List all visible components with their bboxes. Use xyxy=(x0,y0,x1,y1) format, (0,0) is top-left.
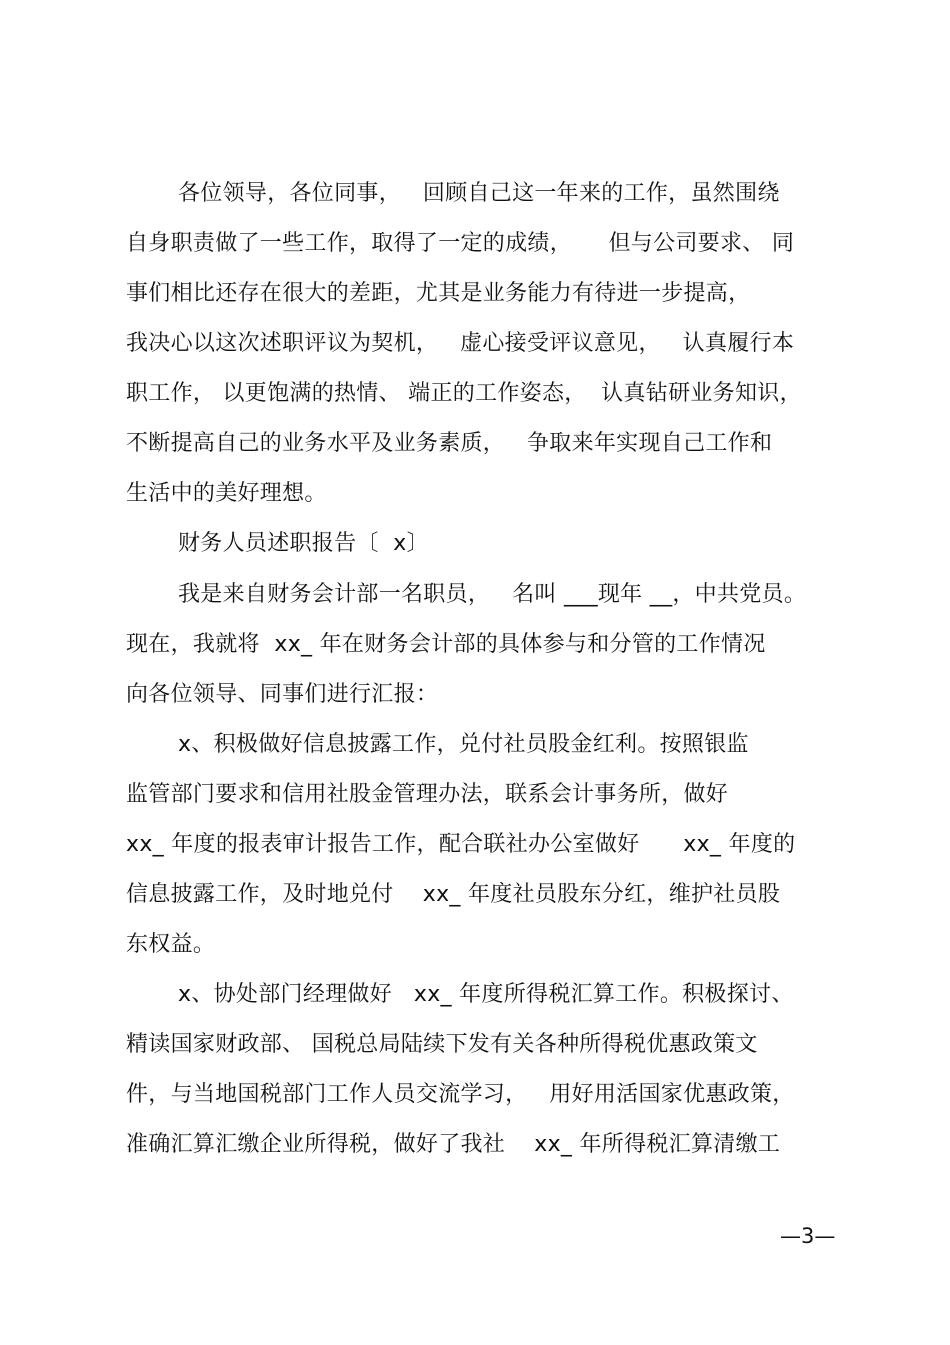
body-line-3: 事们相比还存在很大的差距，尤其是业务能力有待进一步提高， xyxy=(126,281,751,306)
body-line-18: 精读国家财政部、 国税总局陆续下发有关各种所得税优惠政策文 xyxy=(126,1032,758,1057)
body-line-12: x、积极做好信息披露工作，兑付社员股金红利。按照银监 xyxy=(178,732,749,757)
body-line-7: 生活中的美好理想。 xyxy=(126,481,327,506)
body-line-1: 各位领导，各位同事， 回顾自己这一年来的工作，虽然围绕 xyxy=(178,181,780,206)
body-line-10: 现在，我就将 xx_ 年在财务会计部的具体参与和分管的工作情况 xyxy=(126,632,766,657)
body-line-5: 职工作， 以更饱满的热情、 端正的工作姿态， 认真钻研业务知识， xyxy=(126,381,802,406)
section-title: 财务人员述职报告〔 x〕 xyxy=(178,531,429,556)
body-line-2: 自身职责做了一些工作，取得了一定的成绩， 但与公司要求、 同 xyxy=(126,231,795,256)
body-line-9: 我是来自财务会计部一名职员， 名叫 ___现年 __，中共党员。 xyxy=(178,582,807,607)
body-line-17: x、协处部门经理做好 xx_ 年度所得税汇算工作。积极探讨、 xyxy=(178,982,794,1007)
body-line-14: xx_ 年度的报表审计报告工作，配合联社办公室做好 xx_ 年度的 xyxy=(126,832,796,857)
body-line-15: 信息披露工作，及时地兑付 xx_ 年度社员股东分红，维护社员股 xyxy=(126,882,781,907)
body-line-13: 监管部门要求和信用社股金管理办法，联系会计事务所，做好 xyxy=(126,782,729,807)
body-line-4: 我决心以这次述职评议为契机， 虚心接受评议意见， 认真履行本 xyxy=(126,331,795,356)
body-line-20: 准确汇算汇缴企业所得税，做好了我社 xx_ 年所得税汇算清缴工 xyxy=(126,1132,781,1157)
body-line-11: 向各位领导、同事们进行汇报： xyxy=(126,682,439,707)
page-number: —3— xyxy=(780,1224,836,1248)
body-line-16: 东权益。 xyxy=(126,932,216,957)
body-line-19: 件，与当地国税部门工作人员交流学习， 用好用活国家优惠政策， xyxy=(126,1082,795,1107)
body-line-6: 不断提高自己的业务水平及业务素质， 争取来年实现自己工作和 xyxy=(126,431,773,456)
